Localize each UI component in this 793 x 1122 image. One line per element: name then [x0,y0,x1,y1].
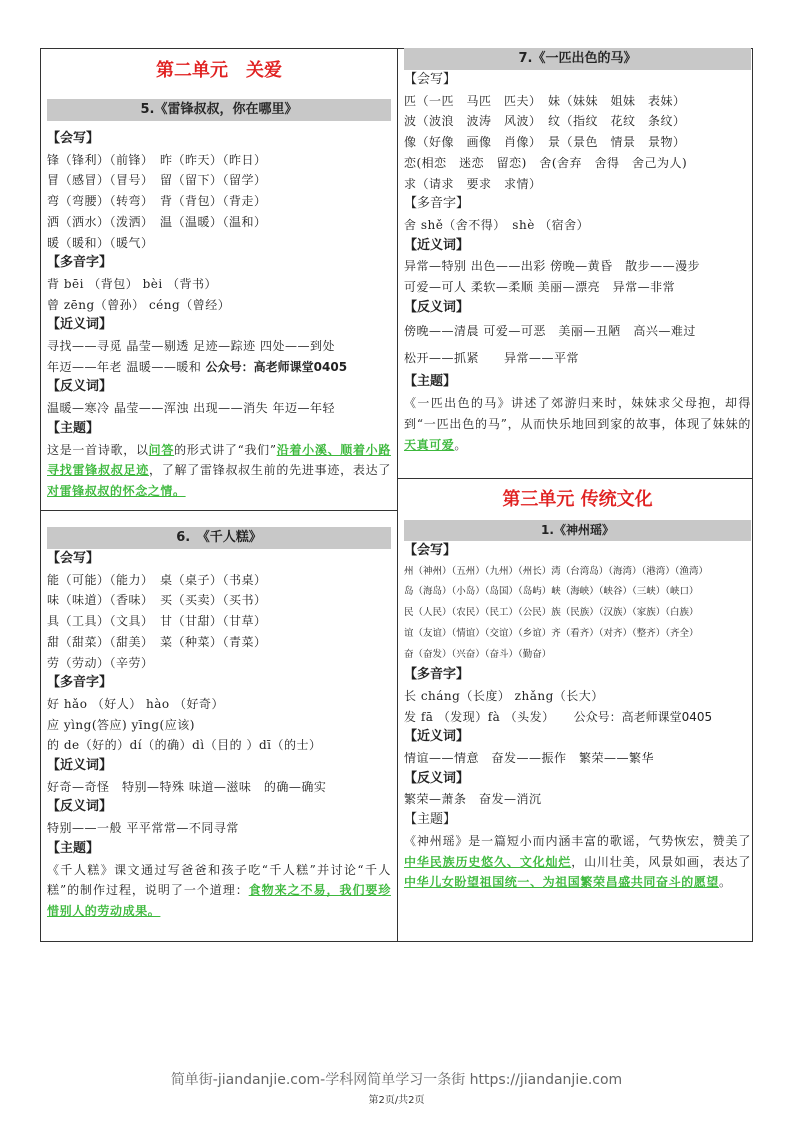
theme-text: 《神州瑶》是一篇短小而内涵丰富的歌谣，气势恢宏，赞美了 [404,833,751,848]
list-line: 锋（锋利）（前锋） 昨（昨天）（昨日） [47,152,267,167]
section-jinyi: 【近义词】 [404,729,470,745]
section-huixie: 【会写】 [47,551,100,566]
theme-paragraph [404,831,751,893]
huixie-list [404,562,751,666]
list-line: 冒（感冒）（冒号） 留（留下）（留学） [47,173,267,188]
section-jinyi: 【近义词】 [47,758,113,774]
fanyi-list [404,318,751,372]
row-divider-right [397,478,753,479]
list-line: 特别——一般 平平常常—不同寻常 [47,821,239,836]
fanyi-list [404,789,751,810]
section-theme: 【主题】 [47,420,100,436]
list-line: 岛（海岛）（小岛）（岛国）（岛屿）峡（海峡）（峡谷）（三峡）（峡口） [404,586,699,598]
list-line: 应 yìng(答应) yīng(应该) [47,717,195,732]
list-line: 州（神州）（五州）（九州）（州长）湾（台湾岛）（海湾）（港湾）（渔湾） [404,565,709,577]
list-line: 劳（劳动）（辛劳） [47,655,154,670]
list-line: 匹（一匹 马匹 匹夫） 妹（妹妹 姐妹 表妹） [404,93,686,108]
list-line: 松开——抓紧 异常——平常 [404,351,580,366]
lesson-title: 5.《雷锋叔叔，你在哪里》 [47,99,391,121]
section-jinyi: 【近义词】 [47,317,113,333]
theme-text: ，了解了雷锋叔叔生前的先进事迹，表达了 [148,463,391,478]
highlighted-text: 中华儿女盼望祖国统一、为祖国繁荣昌盛共同奋斗的愿望 [404,875,720,890]
theme-paragraph [404,393,751,455]
lesson-title: 7.《一匹出色的马》 [404,48,751,70]
list-line: 甜（甜菜）（甜美） 菜（种菜）（青菜） [47,634,267,649]
highlighted-text: 食物来之不易，我们要珍惜别人的劳动成果。 [47,883,391,918]
list-line: 谊（友谊）（情谊）（交谊）（乡谊）齐（看齐）（对齐）（整齐）（齐全） [404,627,699,639]
list-line: 好奇—奇怪 特别—特殊 味道—滋味 的确—确实 [47,779,327,794]
highlighted-text: 中华民族历史悠久、文化灿烂 [404,854,572,869]
theme-text: 。 [454,437,468,452]
list-line: 暖（暖和）（暖气） [47,235,154,250]
theme-paragraph [47,860,391,922]
highlighted-text: 沿着小溪、顺着小路寻找雷锋叔叔足迹 [47,442,391,478]
theme-text: 《一匹出色的马》讲述了郊游归来时，妹妹求父母抱，却得到“一匹出色的马”，从而快乐地回到家的故事，体现了妹妹的 [404,396,751,431]
footer-watermark[interactable]: 简单街-jiandanjie.com-学科网简单学习一条街 https://jiandanjie.com [170,1072,623,1088]
jinyi-list [404,748,751,769]
section-huixie: 【会写】 [404,543,457,558]
list-line: 的 de（好的）dí（的确）dì（目的 ）dī（的士） [47,738,322,753]
fanyi-list [47,818,391,839]
fanyi-list [47,398,391,419]
theme-text: ，山川壮美，风景如画，表达了 [571,854,751,869]
theme-text: 。 [719,875,732,890]
section-duoyin: 【多音字】 [47,675,113,691]
duoyin-list [404,686,751,707]
highlighted-text: 天真可爱 [404,437,455,452]
list-line: 波（波浪 波涛 风波） 纹（指纹 花纹 条纹） [404,114,686,129]
list-text: 发 fā （发现）fà （头发） [404,709,574,724]
theme-text: 这是一首诗歌，以 [47,442,149,457]
list-line: 奋（奋发）（兴奋）（奋斗）（勤奋） [404,648,552,660]
section-fanyi: 【反义词】 [404,770,470,786]
highlighted-text: 对雷锋叔叔的怀念之情。 [47,483,186,498]
list-line: 寻找——寻觅 晶莹—剔透 足迹—踪迹 四处——到处 [47,339,335,354]
row-divider-left [40,510,398,511]
huixie-list [47,150,391,254]
list-line: 洒（洒水）（泼洒） 温（温暖）（温和） [47,214,267,229]
jinyi-list [47,336,391,357]
jinyi-list [47,777,391,798]
section-fanyi: 【反义词】 [404,299,470,315]
list-line [404,707,751,728]
list-line: 繁荣—萧条 奋发—消沉 [404,792,542,807]
page-number: 第2页/共2页 [368,1095,425,1106]
theme-paragraph [47,440,391,502]
section-fanyi: 【反义词】 [47,379,113,395]
duoyin-list [47,694,391,756]
section-duoyin: 【多音字】 [47,255,113,271]
duoyin-list [404,215,751,236]
list-line: 温暖—寒冷 晶莹——浑浊 出现——消失 年迈—年轻 [47,401,335,416]
lesson-5-cell [41,58,397,510]
list-line: 民（人民）（农民）（民工）（公民）族（民族）（汉族）（家族）（白族） [404,607,699,619]
section-fanyi: 【反义词】 [47,799,113,815]
list-line: 具（工具）（文具） 甘（甘甜）（甘草） [47,614,267,629]
list-line: 傍晚——清晨 可爱—可恶 美丽—丑陋 高兴—难过 [404,324,696,339]
highlighted-text: 问答 [148,442,175,457]
theme-text: 的形式讲了“我们” [174,442,277,457]
list-text: 年迈——年老 温暖——暖和 [47,359,206,374]
unit-title: 第三单元 传统文化 [502,489,653,510]
section-duoyin: 【多音字】 [404,196,470,212]
section-theme: 【主题】 [404,812,457,828]
list-line [47,357,391,378]
list-line: 好 hǎo （好人） hào （好奇） [47,696,224,711]
list-line: 可爱—可人 柔软—柔顺 美丽—漂亮 异常—非常 [404,280,676,295]
section-huixie: 【会写】 [404,72,457,87]
lesson-title: 6. 《千人糕》 [47,527,391,549]
list-line: 长 cháng（长度） zhǎng（长大） [404,688,604,703]
huixie-list [404,91,751,195]
jinyi-list [404,256,751,297]
lesson-7-cell [398,48,753,478]
huixie-list [47,570,391,674]
duoyin-list [47,274,391,315]
list-line: 弯（弯腰）（转弯） 背（背包）（背走） [47,194,267,209]
section-jinyi: 【近义词】 [404,237,470,253]
list-line: 舍 shě（舍不得） shè （宿舍） [404,217,590,232]
unit-3-lesson-1-cell [398,487,753,941]
lesson-title: 1.《神州瑶》 [404,520,751,541]
list-line: 背 bēi （背包） bèi （背书） [47,276,218,291]
theme-text: 《千人糕》课文通过写爸爸和孩子吃“千人糕”并讨论“千人糕”的制作过程，说明了一个道理： [47,862,391,898]
lesson-6-cell [41,527,397,941]
public-account: 公众号：高老师课堂0405 [205,359,348,374]
list-line: 曾 zēng（曾孙） céng（曾经） [47,297,231,312]
section-theme: 【主题】 [47,840,100,856]
list-line: 像（好像 画像 肖像） 景（景色 情景 景物） [404,135,686,150]
list-line: 异常—特别 出色——出彩 傍晚—黄昏 散步——漫步 [404,259,701,274]
section-huixie: 【会写】 [47,131,100,146]
list-line: 能（可能）（能力） 桌（桌子）（书桌） [47,572,267,587]
unit-title: 第二单元 关爱 [156,60,282,81]
list-line: 求（请求 要求 求情） [404,176,542,191]
list-line: 味（味道）（香味） 买（买卖）（买书） [47,593,267,608]
list-line: 情谊——情意 奋发——振作 繁荣——繁华 [404,751,655,766]
list-line: 恋(相恋 迷恋 留恋) 舍(舍弃 舍得 舍己为人) [404,155,688,170]
section-duoyin: 【多音字】 [404,667,470,683]
section-theme: 【主题】 [404,374,457,390]
public-account: 公众号：高老师课堂0405 [573,709,713,724]
